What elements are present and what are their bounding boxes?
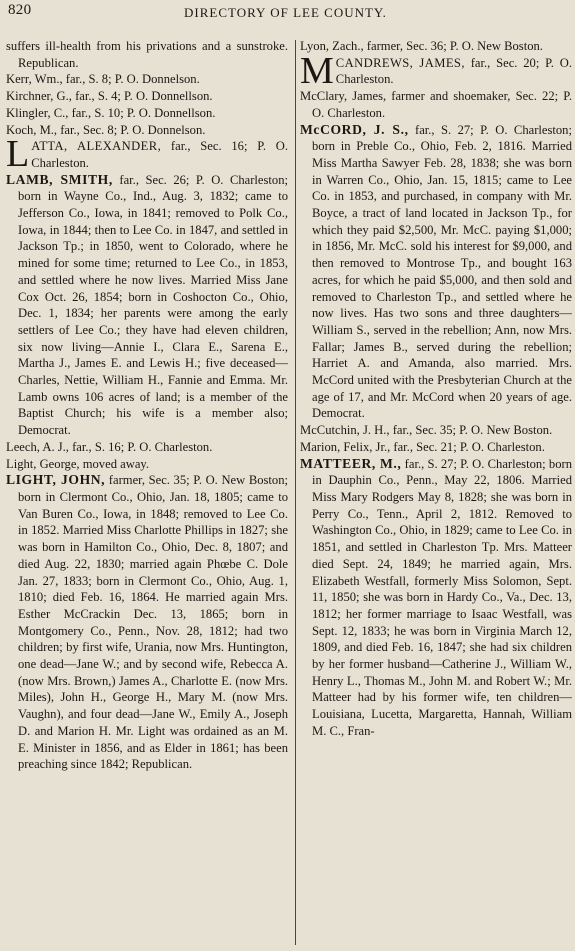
entry-text: Light, George, moved away. (6, 456, 150, 471)
entry-text: far., Sec. 26; P. O. Charleston; born in Wayne Co., Ind., Aug. 3, 1832; came to Jefferson Co., Iowa, in 1841; removed to Polk Co., Iowa, in 1844; then to Lee Co. in 1847, and settled in Jackson Tp.; in 1850, went to Colorado, where he mined for some time; returned to Lee Co., in 1853, and settled where he now lives. Married Miss Jane Cox Oct. 26, 1854; born in Coshocton Co., Ohio, Dec. 1, 1834; her parents were among the early settlers of Lee Co.; they have had eleven children, six now living—Annie I., Clara E., Sarena E., Martha J., James E. and Lewis H.; five deceased—Charles, Nettie, William H., Fannie and Emma. Mr. Lamb owns 106 acres of land; is a member of the Baptist Church; his wife is a member also; Democrat. (18, 172, 289, 438)
column-divider (295, 40, 296, 945)
directory-entry (6, 71, 288, 88)
entry-text: Leech, A. J., far., S. 16; P. O. Charleston. (6, 439, 213, 454)
entry-name: LAMB, SMITH, (6, 171, 113, 187)
entry-name: LIGHT, JOHN, (6, 472, 106, 488)
directory-entry (6, 38, 288, 71)
entry-text: McCutchin, J. H., far., Sec. 35; P. O. New Boston. (300, 423, 553, 438)
directory-entry (300, 122, 572, 423)
directory-entry (6, 105, 288, 122)
directory-entry (300, 439, 572, 456)
entry-text: farmer, Sec. 35; P. O. New Boston; born in Clermont Co., Ohio, Jan. 18, 1805; came to Van Buren Co., Iowa, in 1848; removed to Lee Co. in 1852. Married Miss Charlotte Phillips in 1827; she was born in Hamilton Co., Ohio, Dec. 8, 1807; and died Aug. 22, 1830; married again Phœbe C. Dole Jan. 27, 1833; born in Clermont Co., Ohio, Aug. 1, 1810; died Feb. 16, 1864. He married again Mrs. Esther McCrackin Dec. 13, 1865; born in Montgomery Co., Penn., Nov. 28, 1812; had two children; by first wife, Urania, now Mrs. Huntington, one dead—Jane W.; and by second wife, Rebecca A. (now Mrs. Brown,) James A., Charlotte E. (now Mrs. Miles), John H., George H., Mary M. (now Mrs. Vaughn), and four dead—Jane W., Emily A., Joseph D. and Marion H. Mr. Light was ordained as an M. E. Minister in 1856, and as Elder in 1861; has been preaching since 1842; Republican. (18, 473, 289, 772)
directory-entry (6, 172, 288, 439)
entry-text: Lyon, Zach., farmer, Sec. 36; P. O. New Boston. (300, 39, 543, 53)
entry-text: far., S. 27; P. O. Charleston; born in Preble Co., Ohio, Feb. 2, 1816. Married Miss Martha Sawyer Feb. 28, 1838; she was born in Warren Co., Ohio, Jan. 15, 1815; came to Lee Co. in 1853, and purchased, in company with Mr. Boyce, a tract of land located in Jackson Tp., for which they paid $2,500, Mr. McC. paying $1,000; in 1856, Mr. McC. sold his interest for $9,000, and then removed to Montrose Tp., and bought 163 acres, for which he paid $5,000, and then sold and removed to Charleston Tp., and settled where he now lives. Has two sons and three daughters—William S., served in the rebellion; Ann, now Mrs. Fallar; James B., served during the rebellion; Harriet A. and Amanda, also married. Mrs. McCord united with the Presbyterian Church at the age of 17, and Mr. McCord when 20 years of age. Democrat. (312, 122, 572, 421)
drop-cap-letter: M (300, 49, 334, 92)
entry-text: far., Sec. 16; P. O. Charleston. (31, 139, 288, 170)
entry-text: far., S. 27; P. O. Charleston; born in Dauphin Co., Penn., May 22, 1806. Married Miss Mary Rodgers May 8, 1828; she was born in Perry Co., Tenn., April 2, 1812. Removed to Washington Co., Ohio, in 1829; came to Lee Co. in 1851, and settled in Charleston Tp. Mrs. Matteer died Sept. 24, 1849; he married again, Mrs. Elizabeth Westfall, formerly Miss Solomon, Sept. 11, 1850; she was born in Hardy Co., Va., Dec. 13, 1812; her former marriage to Isaac Westfall, was Sept. 12, 1833; he was born in Virginia March 12, 1809, and died Feb. 16, 1847; she had six children by her former husband—Catherine J., William W., Henry L., Thomas M., John M. and Robert W.; Mr. Matteer had by his former wife, ten children—Louisiana, Lucetta, Margaretta, Hannah, William M. C., Fran- (312, 456, 572, 738)
directory-entry (300, 422, 572, 439)
directory-entry (6, 133, 288, 176)
running-head: DIRECTORY OF LEE COUNTY. (184, 5, 387, 20)
right-column (300, 38, 572, 740)
entry-text: Marion, Felix, Jr., far., Sec. 21; P. O. Charleston. (300, 439, 545, 454)
entry-text: McClary, James, farmer and shoemaker, Sec. 22; P. O. Charleston. (300, 89, 572, 120)
directory-entry (6, 439, 288, 456)
directory-entry (300, 456, 572, 740)
entry-name: ATTA, ALEXANDER, (31, 139, 162, 154)
directory-entry (6, 88, 288, 105)
entry-text: Koch, M., far., Sec. 8; P. O. Donnelson. (6, 122, 206, 137)
directory-entry (6, 456, 288, 473)
directory-entry (300, 38, 572, 55)
directory-entry (6, 122, 288, 139)
entry-text: Klingler, C., far., S. 10; P. O. Donnellson. (6, 105, 216, 120)
directory-entry (6, 472, 288, 773)
entry-name: McCORD, J. S., (300, 121, 409, 137)
left-column (6, 38, 288, 773)
drop-cap-letter: L (6, 133, 30, 176)
directory-entry (300, 88, 572, 121)
entry-name: MATTEER, M., (300, 455, 402, 471)
entry-name: CANDREWS, JAMES, (335, 55, 465, 70)
entry-text: suffers ill-health from his privations and a sunstroke. Republican. (6, 39, 288, 70)
entry-text: far., Sec. 20; P. O. Charleston. (335, 55, 572, 87)
entry-text: Kerr, Wm., far., S. 8; P. O. Donnelson. (6, 72, 200, 87)
page-header (0, 0, 575, 28)
entry-text: Kirchner, G., far., S. 4; P. O. Donnellson. (6, 89, 213, 104)
page-number: 820 (8, 2, 32, 18)
directory-entry (300, 49, 572, 92)
